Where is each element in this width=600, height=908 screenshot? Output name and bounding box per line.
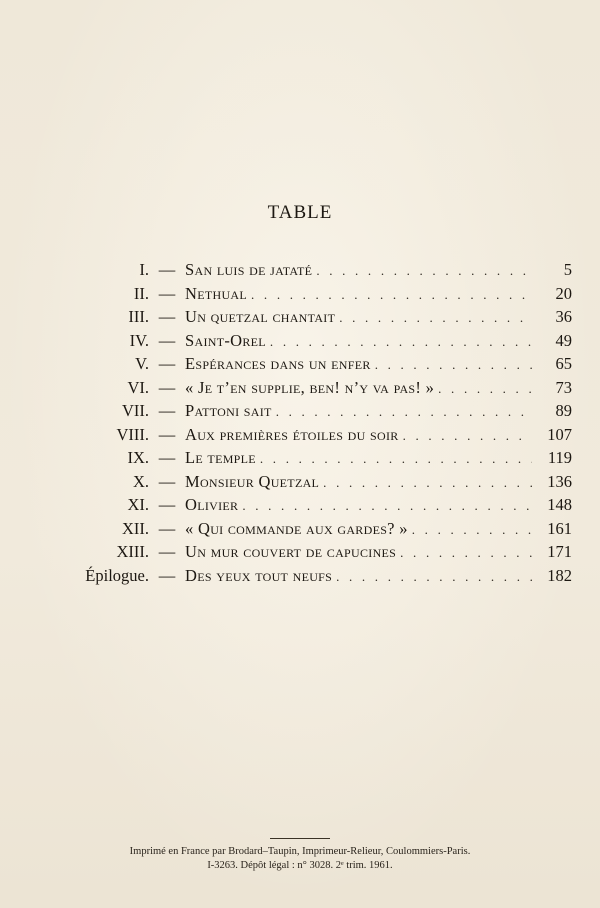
- dash: —: [158, 330, 176, 350]
- dash: —: [158, 377, 176, 397]
- dash: —: [158, 565, 176, 585]
- chapter-title: « Je t’en supplie, ben! n’y va pas! »: [185, 377, 435, 397]
- dash: —: [158, 260, 176, 279]
- page-number: 107: [547, 424, 572, 444]
- toc-entry: [60, 260, 572, 284]
- chapter-title: Un mur couvert de capucines: [185, 542, 397, 561]
- chapter-number: I.: [139, 260, 149, 279]
- divider: [270, 838, 330, 839]
- chapter-number: VII.: [121, 401, 149, 420]
- dot-leader: [247, 284, 532, 304]
- dash: —: [158, 448, 176, 467]
- dash: —: [158, 495, 176, 514]
- toc-entry: [60, 307, 572, 331]
- page-number: 136: [547, 471, 572, 491]
- toc-entry: [60, 284, 572, 308]
- dot-leader: [332, 566, 532, 586]
- toc-entry: [60, 542, 572, 566]
- chapter-title: Aux premières étoiles du soir: [185, 424, 399, 444]
- page-number: 5: [563, 260, 572, 279]
- chapter-number: III.: [128, 307, 149, 326]
- chapter-number: Épilogue.: [85, 565, 149, 585]
- page-number: 36: [555, 307, 572, 326]
- chapter-number: II.: [133, 283, 149, 303]
- chapter-number: V.: [135, 354, 149, 373]
- chapter-number: VIII.: [116, 424, 149, 444]
- toc-entry: [60, 378, 572, 402]
- chapter-title: Le temple: [185, 448, 256, 467]
- toc-entry: [60, 472, 572, 496]
- page-number: 65: [555, 354, 572, 373]
- chapter-title: Pattoni sait: [185, 401, 272, 420]
- chapter-title: Olivier: [185, 495, 239, 514]
- dash: —: [158, 401, 176, 420]
- dot-leader: [434, 378, 532, 398]
- chapter-number: XI.: [127, 495, 149, 514]
- dot-leader: [408, 519, 532, 539]
- toc-entry: [60, 566, 572, 590]
- page-number: 89: [555, 401, 572, 420]
- chapter-title: San luis de jataté: [185, 260, 313, 279]
- chapter-number: IX.: [127, 448, 149, 467]
- chapter-title: Des yeux tout neufs: [185, 565, 333, 585]
- toc-entry: [60, 354, 572, 378]
- printer-line: Imprimé en France par Brodard–Taupin, Imprimeur-Relieur, Coulommiers-Paris.: [129, 846, 471, 857]
- dash: —: [158, 471, 176, 491]
- dot-leader: [256, 448, 532, 468]
- chapter-title: « Qui commande aux gardes? »: [185, 518, 408, 538]
- page-title: TABLE: [267, 202, 333, 223]
- page-number: 182: [547, 565, 572, 585]
- dot-leader: [272, 401, 532, 421]
- toc-entry: [60, 331, 572, 355]
- dash: —: [158, 424, 176, 444]
- dot-leader: [319, 472, 532, 492]
- toc-entry: [60, 425, 572, 449]
- dash: —: [158, 542, 176, 561]
- dash: —: [158, 518, 176, 538]
- chapter-number: VI.: [127, 377, 149, 397]
- toc-entry: [60, 519, 572, 543]
- dot-leader: [335, 307, 532, 327]
- toc-entry: [60, 448, 572, 472]
- page-number: 171: [547, 542, 572, 561]
- chapter-title: Espérances dans un enfer: [185, 354, 371, 373]
- chapter-number: XIII.: [116, 542, 149, 561]
- chapter-number: XII.: [121, 518, 149, 538]
- chapter-title: Saint-Orel: [185, 330, 266, 350]
- chapter-number: IV.: [129, 330, 149, 350]
- table-of-contents: [60, 260, 572, 589]
- toc-entry: [60, 401, 572, 425]
- toc-entry: [60, 495, 572, 519]
- legal-deposit-line: I-3263. Dépôt légal : n° 3028. 2ᵉ trim. 1961.: [207, 860, 393, 871]
- chapter-title: Un quetzal chantait: [185, 307, 336, 326]
- page-number: 161: [547, 518, 572, 538]
- chapter-number: X.: [132, 471, 149, 491]
- dash: —: [158, 354, 176, 373]
- chapter-title: Nethual: [185, 283, 248, 303]
- page-number: 49: [555, 330, 572, 350]
- page-number: 20: [555, 283, 572, 303]
- dot-leader: [399, 425, 532, 445]
- dot-leader: [238, 495, 532, 515]
- dot-leader: [266, 331, 532, 351]
- page-number: 148: [547, 495, 572, 514]
- dash: —: [158, 307, 176, 326]
- dot-leader: [371, 354, 532, 374]
- dash: —: [158, 283, 176, 303]
- printer-colophon: [0, 838, 600, 873]
- page-number: 73: [555, 377, 572, 397]
- dot-leader: [396, 542, 532, 562]
- dot-leader: [312, 260, 532, 280]
- chapter-title: Monsieur Quetzal: [185, 471, 320, 491]
- page-number: 119: [547, 448, 572, 467]
